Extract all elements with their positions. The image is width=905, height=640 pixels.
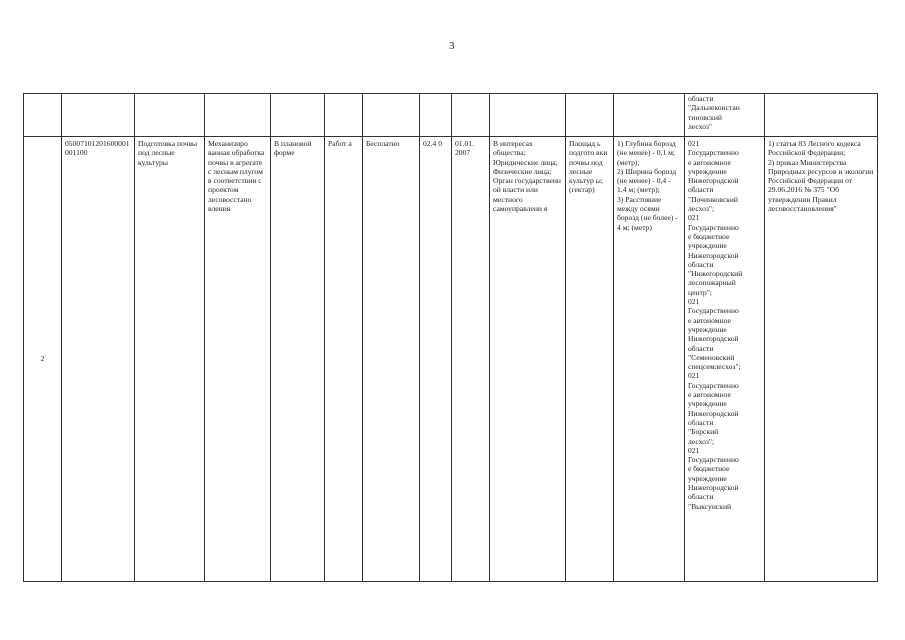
cell-okved <box>420 94 452 137</box>
cell-legal-basis <box>765 94 878 137</box>
row-legal-basis: 1) статья 83 Лесного кодекса Российской Федерации; 2) приказ Министерства Природных ресурсов и экологии Российской Федерации от 29.06.2016 № 375 "Об утверждении Правил лесовосстановления" <box>765 137 878 582</box>
cell-num <box>24 94 62 137</box>
cell-consumers <box>490 94 566 137</box>
cell-name <box>135 94 205 137</box>
cell-date <box>452 94 490 137</box>
row-name: Подготовка почвы под лесные культуры <box>135 137 205 582</box>
cell-price <box>363 94 420 137</box>
page-number: 3 <box>449 40 455 52</box>
row-form: В плановой форме <box>271 137 325 582</box>
registry-table <box>23 93 878 582</box>
row-okved: 02.4 0 <box>420 137 452 582</box>
cell-institutions: области "Дальнеконстан тиновский лесхоз" <box>685 94 765 137</box>
row-volume-indicator: Площад ь подгото вки почвы под лесные культур ы; (гектар) <box>566 137 614 582</box>
row-content: Механизиро ванная обработка почвы в агрегате с лесным плугом в соответствии с проектом лесовосстано вления <box>205 137 271 582</box>
row-code: 05007101201600001001100 <box>62 137 135 582</box>
cell-content <box>205 94 271 137</box>
row-institutions: 021 Государственно е автономное учреждение Нижегородской области "Починковский лесхоз"; 021 Государственно е бюджетное учреждение Нижегородской области "Нижегородский лесопожарный центр"; 021 Государственно е автономное учреждение Нижегородской области "Семеновский спецсемлесхоз"; 021 Государственно е автономное учреждение Нижегородской области "Борский лесхоз"; 021 Государственно е бюджетное учреждение Нижегородской области "Выксунский <box>685 137 765 582</box>
cell-type <box>325 94 363 137</box>
row-consumers: В интересах общества; Юридические лица; Физические лица; Орган государственн ой власти или местного самоуправлени я <box>490 137 566 582</box>
row-quality-indicators: 1) Глубина борозд (не менее) - 0,1 м; (метр); 2) Ширина борозд (не менее) - 0,4 - 1,4 м; (метр); 3) Расстояние между осями борозд (не более) - 4 м; (метр) <box>614 137 685 582</box>
cell-volume <box>566 94 614 137</box>
cell-quality <box>614 94 685 137</box>
cell-form <box>271 94 325 137</box>
row-type: Работ а <box>325 137 363 582</box>
row-date: 01.01. 2007 <box>452 137 490 582</box>
table-row-continued <box>24 94 878 137</box>
table-row <box>24 137 878 582</box>
row-number: 2 <box>24 137 62 582</box>
cell-code <box>62 94 135 137</box>
row-price: Бесплатно <box>363 137 420 582</box>
